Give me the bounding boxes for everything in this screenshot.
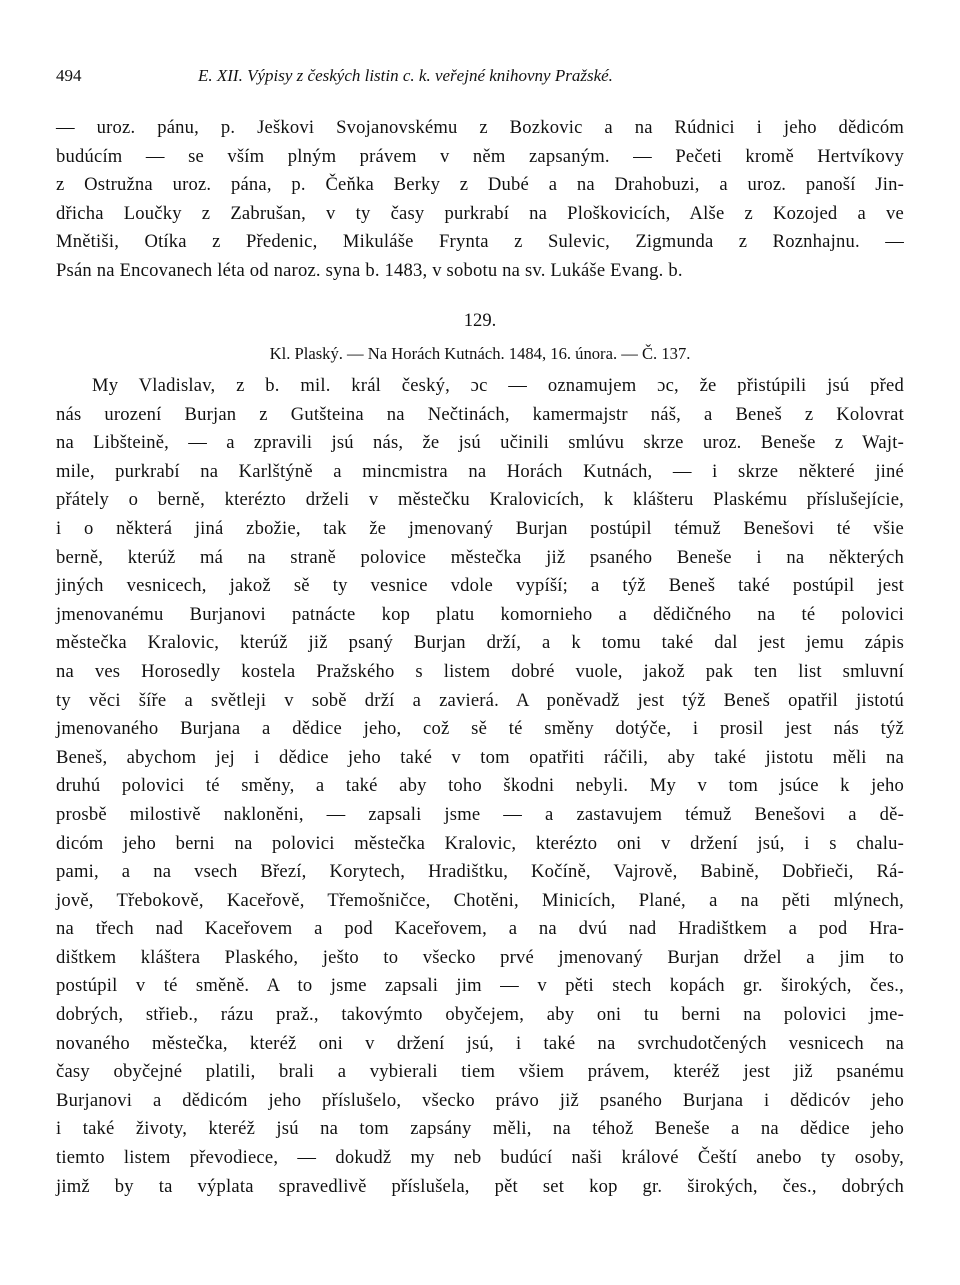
text-line: i také životy, kteréž jsú na tom zapsány měli, na téhož Beneše a na dědice jeho — [56, 1118, 904, 1140]
text-line: jmenovaného Burjana a dědice jeho, což sě té směny dotýče, i prosil jest nás týž — [56, 718, 904, 740]
text-line: jově, Třebokově, Kaceřově, Třemošničce, Chotěni, Minicích, Plané, a na pěti mlýnech, — [56, 889, 904, 911]
running-head — [56, 66, 906, 92]
text-line: ty věci šíře a světleji v sobě drží a zavierá. A poněvadž jest týž Beneš opatřil jistotú — [56, 689, 904, 711]
previous-document-text — [56, 114, 904, 286]
text-line: novaného městečka, kteréž oni v držení jsú, i také na svrchudotčených vesnicech na — [56, 1032, 904, 1054]
text-line: na ves Horosedly kostela Pražského s listem dobré vuole, jakož pak ten list smluvní — [56, 660, 904, 682]
text-line: jimž by ta výplata spravedlivě příslušela, pět set kop gr. širokých, čes., dobrých — [56, 1175, 904, 1197]
text-line: Mnětiši, Otíka z Předenic, Mikuláše Frynta z Sulevic, Zigmunda z Roznhajnu. — — [56, 231, 904, 253]
text-line: dicóm jeho berni na polovici městečka Kralovic, kterézto oni v držení jsú, i s chalu- — [56, 832, 904, 854]
text-line: dřicha Loučky z Zabrušan, v ty časy purkrabí na Ploškovicích, Alše z Kozojed a ve — [56, 202, 904, 224]
text-line: berně, kterúž má na straně polovice městečka již psaného Beneše i na některých — [56, 546, 904, 568]
text-line: prosbě milostivě nakloněni, — zapsali jsme — a zastavujem témuž Benešovi a dě- — [56, 803, 904, 825]
document-number: 129. — [463, 310, 497, 331]
text-line: dištkem kláštera Plaského, ješto to všecko prvé jmenovaný Burjan držel a jim to — [56, 946, 904, 968]
text-line: pami, a na vsech Březí, Korytech, Hradištku, Kočíně, Vajrově, Babině, Dobřieči, Rá- — [56, 861, 904, 883]
document-body-text — [56, 372, 904, 1201]
text-line: městečka Kralovic, kterúž již psaný Burjan drží, a k tomu také dal jest jemu zápis — [56, 632, 904, 654]
text-line: jmenovanému Burjanovi patnácte kop platu komornieho a dědičného na té polovici — [56, 603, 904, 625]
text-line: Psán na Encovanech léta od naroz. syna b. 1483, v sobotu na sv. Lukáše Evang. b. — [56, 259, 683, 281]
text-line: druhú polovici té směny, a také aby toho škodni nebyli. My v tom jsúce k jeho — [56, 775, 904, 797]
text-line: i o některá jiná zbožie, tak že jmenovaný Burjan postúpil témuž Benešovi té všie — [56, 517, 904, 539]
page-number: 494 — [56, 66, 82, 85]
text-line: My Vladislav, z b. mil. král český, ɔc — oznamujem ɔc, že přistúpili jsú před — [92, 375, 904, 396]
text-line: — uroz. pánu, p. Ješkovi Svojanovskému z Bozkovic a na Rúdnici i jeho dědicóm — [56, 117, 904, 138]
text-line: tiemto listem převodiece, — dokudž my neb budúcí naši králové Čeští anebo ty osoby, — [56, 1147, 904, 1169]
text-line: budúcím — se vším plným právem v něm zapsaným. — Pečeti kromě Hertvíkovy — [56, 145, 904, 167]
text-line: z Ostružna uroz. pána, p. Čeňka Berky z Dubé a na Drahobuzi, a uroz. panoší Jin- — [56, 174, 904, 196]
text-line: mile, purkrabí na Karlštýně a mincmistra na Horách Kutnách, — i skrze některé jiné — [56, 460, 904, 482]
text-line: postúpil v té směně. A to jsme zapsali jim — v pěti stech kopách gr. širokých, čes., — [56, 975, 904, 997]
text-line: dobrých, střieb., rázu praž., takovýmto obyčejem, aby oni tu berni na polovici jme- — [56, 1004, 904, 1026]
text-line: přátely o berně, kterézto drželi v městečku Kralovicích, k klášteru Plaskému příslušejície, — [56, 489, 904, 511]
document-source-line: Kl. Plaský. — Na Horách Kutnách. 1484, 16. února. — Č. 137. — [269, 344, 691, 363]
running-title: E. XII. Výpisy z českých listin c. k. veřejné knihovny Pražské. — [198, 66, 613, 85]
text-line: na Libšteině, — a zpravili jsú nás, že jsú učinili smlúvu skrze uroz. Beneše z Wajt- — [56, 432, 904, 454]
text-line: nás urození Burjan z Gutšteina na Nečtinách, kamermajstr náš, a Beneš z Kolovrat — [56, 403, 904, 425]
text-line: Burjanovi a dědicóm jeho příslušelo, všecko právo již psaného Burjana i dědicóv jeho — [56, 1089, 904, 1111]
text-line: časy obyčejné platili, brali a vybierali tiem všiem právem, kteréž jest již psanému — [56, 1061, 904, 1083]
text-line: jiných vesnicech, jakož sě ty vesnice vdole vypíší; a týž Beneš také postúpil jest — [56, 575, 904, 597]
text-line: na třech nad Kaceřovem a pod Kaceřovem, a na dvú nad Hradištkem a pod Hra- — [56, 918, 904, 940]
text-line: Beneš, abychom jej i dědice jeho také v tom opatřiti ráčili, aby také jistotu měli na — [56, 746, 904, 768]
